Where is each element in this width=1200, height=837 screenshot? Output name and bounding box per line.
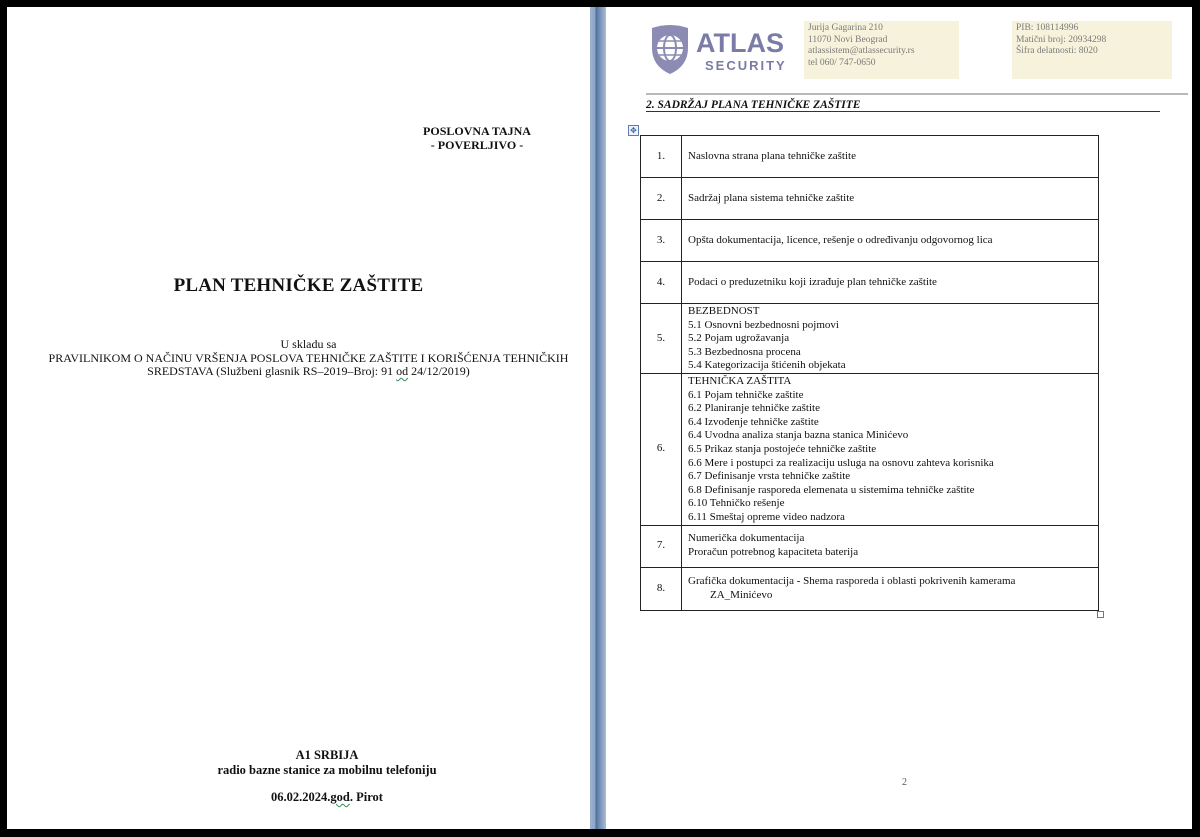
- confidential-line-2: - POVERLJIVO -: [430, 138, 524, 152]
- row-subitem: 5.2 Pojam ugrožavanja: [688, 332, 790, 345]
- date-start: 06.02.2024.: [271, 790, 331, 804]
- row-heading: Numerička dokumentacija: [688, 532, 805, 545]
- row-number: 7.: [641, 525, 682, 567]
- page-divider: [590, 7, 606, 829]
- row-number: 1.: [641, 136, 682, 178]
- date-end: . Pirot: [349, 790, 383, 804]
- company-address-box: [804, 21, 959, 79]
- row-number: 4.: [641, 262, 682, 304]
- row-heading: TEHNIČKA ZAŠTITA: [688, 374, 792, 387]
- phone-line: tel 060/ 747-0650: [808, 57, 876, 68]
- row-subitem: 6.4 Uvodna analiza stanja bazna stanica Minićevo: [688, 429, 909, 442]
- regulation-line-3-end: 24/12/2019): [408, 364, 470, 378]
- regulation-reference: [27, 338, 590, 379]
- row-subitem: 5.4 Kategorizacija štićenih objekata: [688, 359, 846, 372]
- shield-globe-icon: [652, 25, 688, 74]
- logo-word-security: SECURITY: [705, 58, 787, 73]
- table-resize-handle[interactable]: [1097, 611, 1104, 618]
- row-subitem: 5.3 Bezbednosna procena: [688, 345, 801, 358]
- row-subitem: ZA_Minićevo: [688, 588, 773, 601]
- row-subitem: 6.2 Planiranje tehničke zaštite: [688, 402, 820, 415]
- row-subitem: 6.6 Mere i postupci za realizaciju usluga na osnovu zahteva korisnika: [688, 456, 994, 469]
- table-row: [641, 136, 1099, 178]
- row-content: [682, 567, 1099, 610]
- regulation-line-1: U skladu sa: [280, 337, 337, 351]
- table-move-handle-icon[interactable]: ✥: [628, 125, 639, 136]
- client-name: A1 SRBIJA: [295, 748, 359, 762]
- registry-number-line: Matični broj: 20934298: [1016, 34, 1107, 45]
- table-row: [641, 178, 1099, 220]
- row-heading: Podaci o preduzetniku koji izrađuje plan tehničke zaštite: [688, 275, 937, 288]
- row-number: 8.: [641, 567, 682, 610]
- spellcheck-word-date[interactable]: god: [330, 790, 350, 804]
- row-content: [682, 525, 1099, 567]
- spellcheck-word[interactable]: od: [396, 364, 409, 378]
- table-row: [641, 262, 1099, 304]
- tax-id-line: PIB: 108114996: [1016, 23, 1079, 33]
- row-heading: Opšta dokumentacija, licence, rešenje o određivanju odgovornog lica: [688, 233, 993, 246]
- table-row: [641, 525, 1099, 567]
- row-heading: BEZBEDNOST: [688, 305, 760, 317]
- row-content: [682, 304, 1099, 374]
- address-line: 11070 Novi Beograd: [808, 34, 888, 45]
- row-number: 6.: [641, 373, 682, 525]
- email-line: atlassistem@atlassecurity.rs: [808, 46, 915, 56]
- row-number: 5.: [641, 304, 682, 374]
- table-row: [641, 373, 1099, 525]
- row-heading: Grafička dokumentacija - Shema rasporeda i oblasti pokrivenih kamerama: [688, 574, 1016, 587]
- address-line: Jurija Gagarina 210: [808, 23, 883, 33]
- row-subitem: 5.1 Osnovni bezbednosni pojmovi: [688, 318, 839, 331]
- row-content: [682, 262, 1099, 304]
- row-subitem: 6.8 Definisanje rasporeda elemenata u sistemima tehničke zaštite: [688, 483, 975, 496]
- row-heading: Sadržaj plana sistema tehničke zaštite: [688, 191, 855, 204]
- activity-code-line: Šifra delatnosti: 8020: [1016, 46, 1098, 56]
- row-subitem: 6.10 Tehničko rešenje: [688, 497, 785, 510]
- row-number: 2.: [641, 178, 682, 220]
- table-row: [641, 220, 1099, 262]
- company-registry-box: [1012, 21, 1172, 79]
- regulation-line-3-start: SREDSTAVA (Službeni glasnik RS–2019–Broj: 91: [147, 364, 397, 378]
- confidential-line-1: POSLOVNA TAJNA: [423, 124, 531, 138]
- row-subitem: 6.7 Definisanje vrsta tehničke zaštite: [688, 470, 851, 483]
- table-row: [641, 567, 1099, 610]
- row-subitem: 6.4 Izvođenje tehničke zaštite: [688, 415, 819, 428]
- contents-table: [640, 135, 1099, 611]
- document-date: [127, 790, 527, 805]
- document-title: PLAN TEHNIČKE ZAŠTITE: [173, 275, 424, 296]
- header-divider: [646, 93, 1188, 95]
- row-heading: Naslovna strana plana tehničke zaštite: [688, 149, 856, 162]
- section-heading: 2. SADRŽAJ PLANA TEHNIČKE ZAŠTITE: [646, 99, 861, 111]
- row-content: [682, 373, 1099, 525]
- row-content: [682, 178, 1099, 220]
- atlas-security-logo: [648, 22, 788, 78]
- regulation-line-2: PRAVILNIKOM O NAČINU VRŠENJA POSLOVA TEHNIČKE ZAŠTITE I KORIŠĆENJA TEHNIČKIH: [48, 350, 569, 365]
- confidentiality-label: [397, 124, 557, 152]
- row-subitem: 6.5 Prikaz stanja postojeće tehničke zaštite: [688, 442, 877, 455]
- regulation-line-3: [27, 365, 590, 379]
- row-subitem: 6.11 Smeštaj opreme video nadzora: [688, 510, 845, 523]
- row-subitem: Proračun potrebnog kapaciteta baterija: [688, 546, 859, 558]
- table-row: [641, 304, 1099, 374]
- row-subitem: 6.1 Pojam tehničke zaštite: [688, 388, 804, 401]
- row-content: [682, 136, 1099, 178]
- document-page-2: [606, 7, 1192, 829]
- logo-word-atlas: ATLAS: [696, 28, 784, 58]
- row-content: [682, 220, 1099, 262]
- row-number: 3.: [641, 220, 682, 262]
- client-block: [127, 748, 527, 778]
- client-description: radio bazne stanice za mobilnu telefoniju: [217, 763, 437, 777]
- page-number: 2: [902, 777, 907, 788]
- document-page-1: [7, 7, 590, 829]
